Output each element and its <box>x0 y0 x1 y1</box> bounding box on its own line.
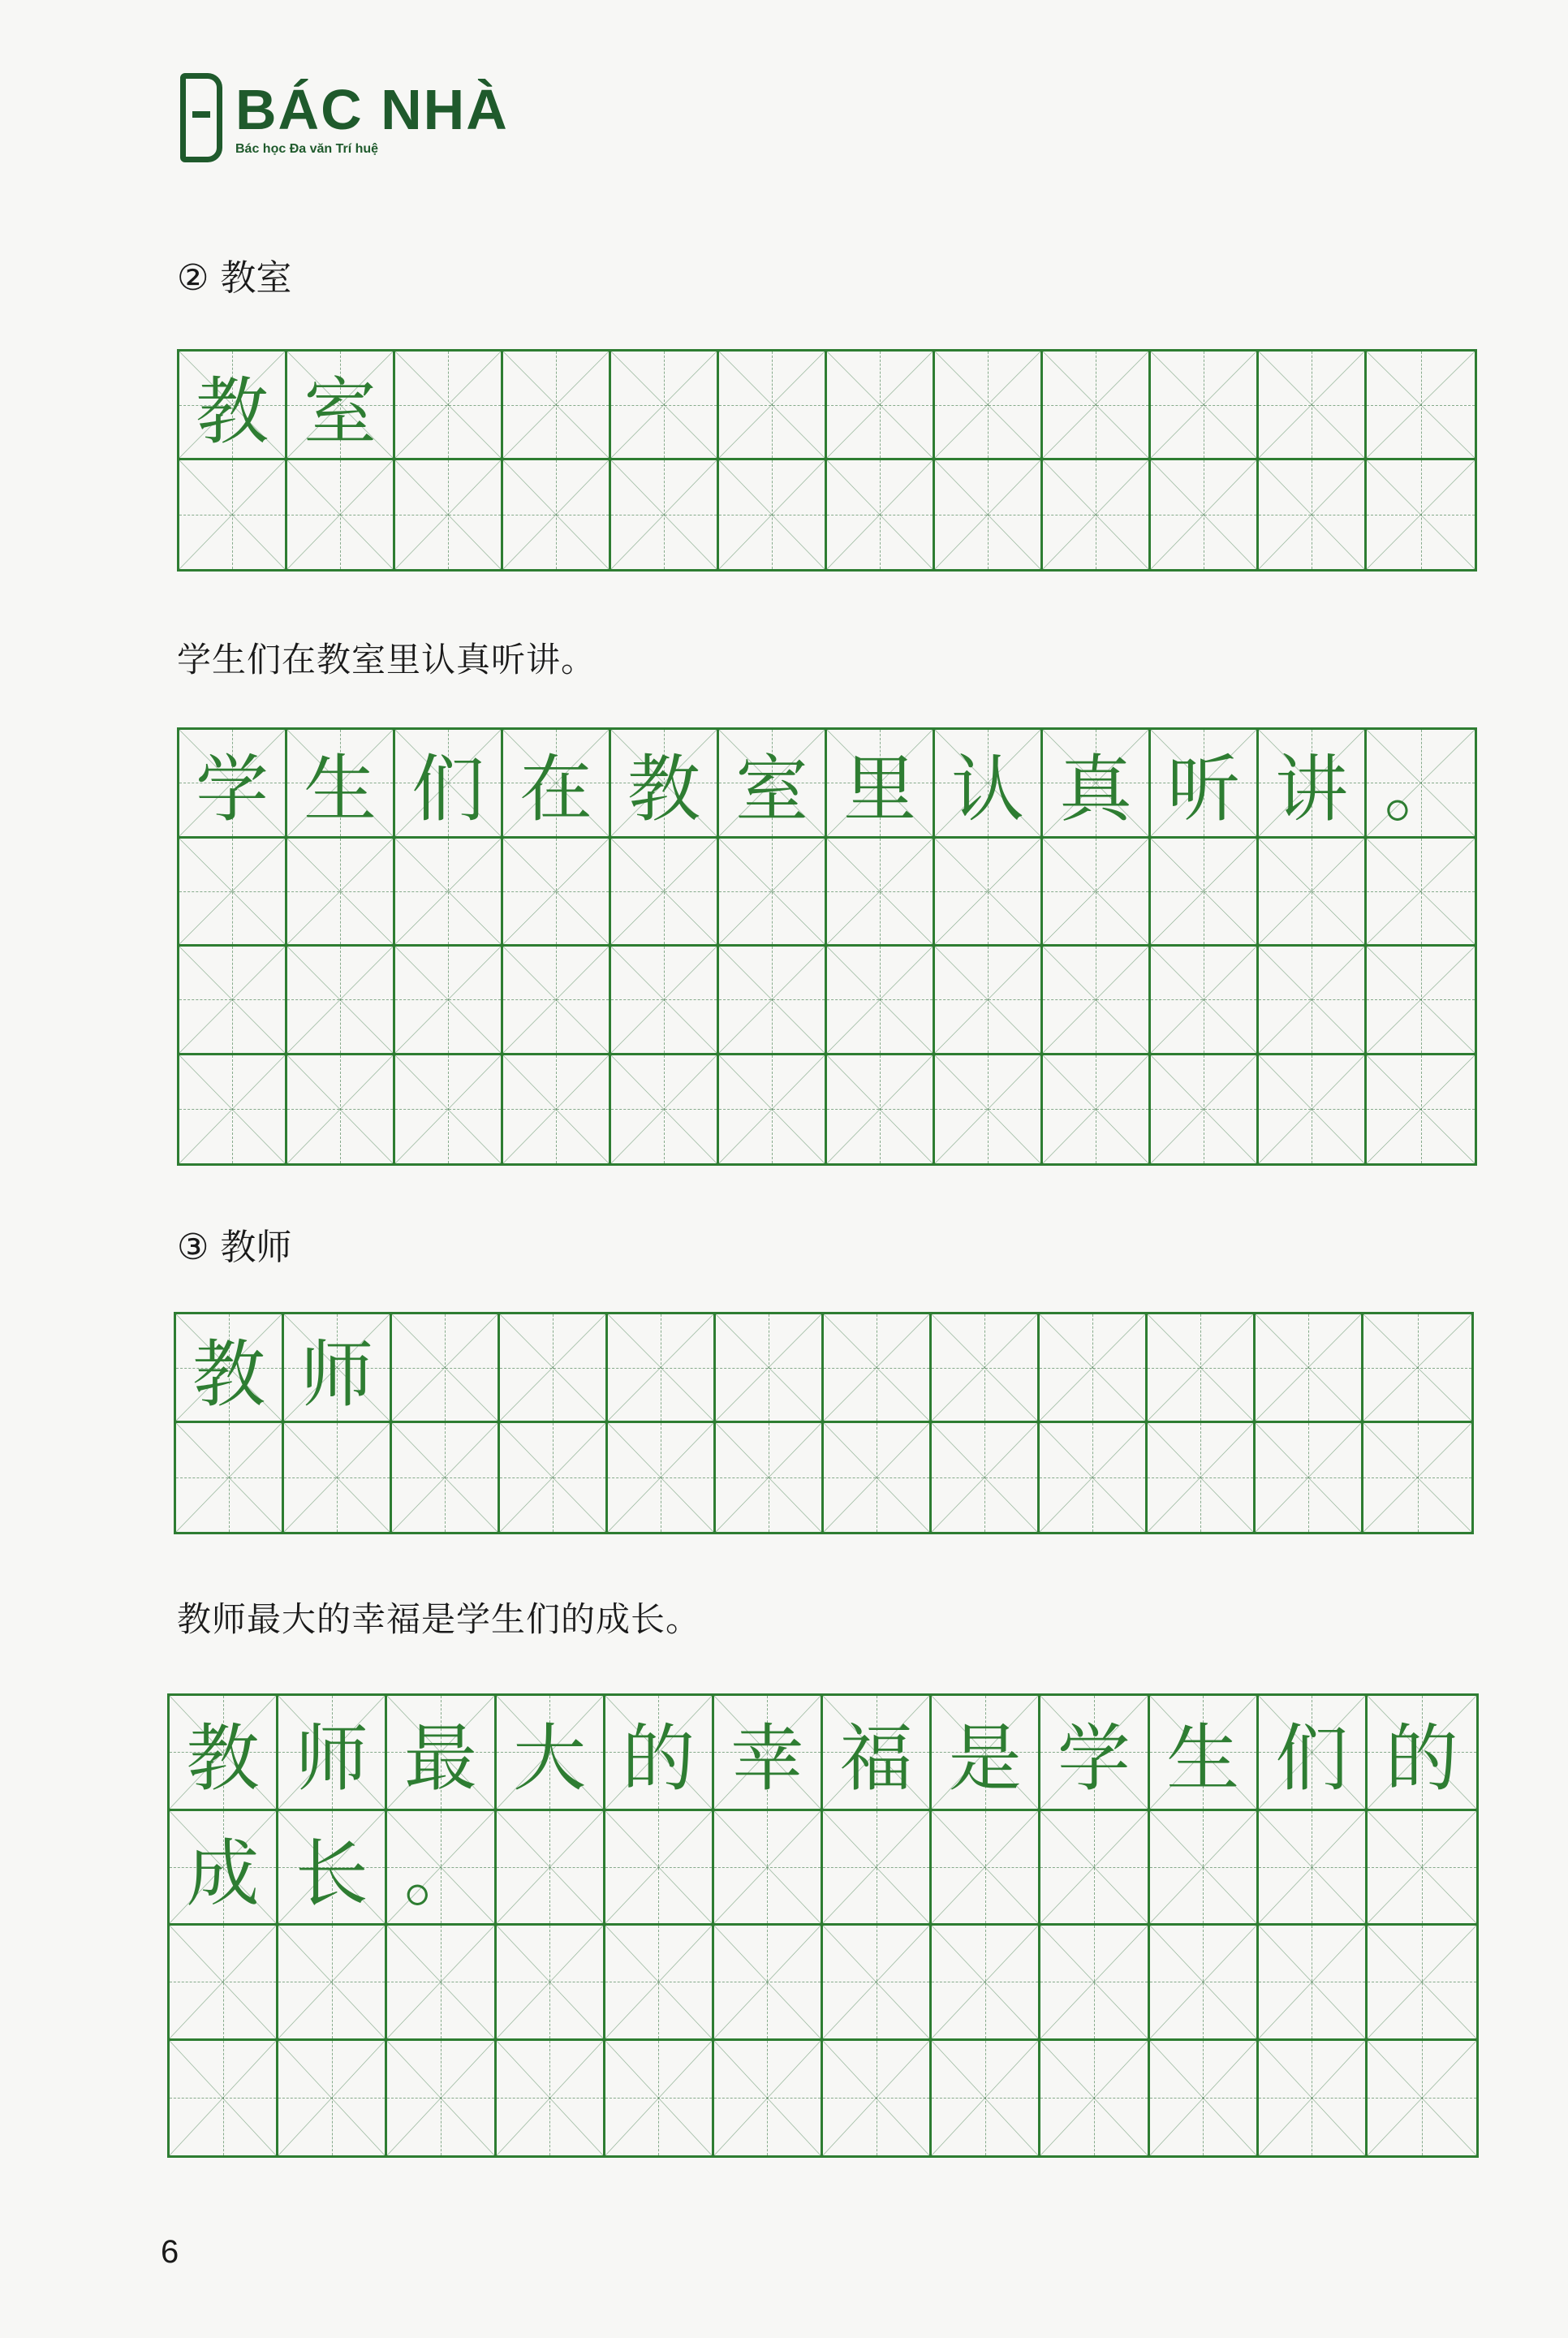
model-character: 们 <box>1275 1716 1349 1802</box>
practice-grid-classroom-sentence <box>177 727 1477 1166</box>
practice-cell <box>827 839 935 947</box>
model-character: 教 <box>192 1331 265 1417</box>
model-character: 在 <box>519 747 592 833</box>
practice-cell <box>170 1926 278 2041</box>
practice-cell <box>497 1926 605 2041</box>
practice-cell <box>1368 1926 1476 2041</box>
practice-cell <box>1043 460 1151 569</box>
model-character: 是 <box>948 1716 1022 1802</box>
model-character: 认 <box>951 747 1024 833</box>
practice-cell <box>714 2041 823 2156</box>
practice-cell <box>1151 947 1259 1055</box>
practice-cell <box>719 1055 827 1164</box>
practice-cell <box>1367 1055 1475 1164</box>
practice-cell <box>1259 1926 1368 2041</box>
practice-cell <box>503 352 611 460</box>
practice-cell <box>278 1926 387 2041</box>
model-character: 室 <box>304 369 377 455</box>
model-character: 长 <box>295 1831 368 1917</box>
model-character: 成 <box>186 1831 260 1917</box>
model-character: 福 <box>839 1716 913 1802</box>
logo-text <box>235 79 509 157</box>
practice-cell <box>503 460 611 569</box>
model-character: 学 <box>1057 1716 1131 1802</box>
practice-cell <box>608 1423 716 1532</box>
practice-cell <box>1043 1055 1151 1164</box>
practice-cell <box>1368 2041 1476 2156</box>
practice-cell <box>1367 947 1475 1055</box>
logo-name: BÁC NHÀ <box>235 78 509 141</box>
example-sentence-teacher: 教师最大的幸福是学生们的成长。 <box>177 1599 701 1639</box>
practice-cell <box>395 460 503 569</box>
model-character: 教 <box>186 1716 260 1802</box>
practice-cell <box>1148 1423 1256 1532</box>
model-character: 幸 <box>730 1716 804 1802</box>
practice-cell <box>714 1926 823 2041</box>
practice-cell <box>605 1811 714 1926</box>
model-character: 教 <box>627 747 700 833</box>
practice-cell <box>395 839 503 947</box>
practice-cell <box>387 1926 496 2041</box>
practice-cell <box>827 352 935 460</box>
practice-cell <box>176 1314 284 1423</box>
practice-cell <box>1368 1811 1476 1926</box>
practice-cell <box>170 1811 278 1926</box>
practice-cell <box>932 1811 1040 1926</box>
practice-cell <box>497 1696 605 1811</box>
practice-cell <box>1043 352 1151 460</box>
practice-cell <box>1040 1811 1149 1926</box>
practice-cell <box>284 1423 392 1532</box>
practice-cell <box>1040 2041 1149 2156</box>
practice-cell <box>1259 352 1367 460</box>
practice-cell <box>278 1696 387 1811</box>
practice-cell <box>935 460 1043 569</box>
publisher-logo <box>180 73 509 162</box>
practice-cell <box>179 460 287 569</box>
model-character: 室 <box>735 747 808 833</box>
model-character: 讲 <box>1275 747 1348 833</box>
practice-cell <box>387 1811 496 1926</box>
practice-cell <box>605 1926 714 2041</box>
model-character: 。 <box>1384 747 1458 833</box>
practice-cell <box>395 352 503 460</box>
practice-cell <box>1367 839 1475 947</box>
practice-cell <box>1043 947 1151 1055</box>
practice-cell <box>287 352 395 460</box>
practice-cell <box>1150 2041 1259 2156</box>
practice-cell <box>395 730 503 839</box>
model-character: 的 <box>622 1716 696 1802</box>
practice-cell <box>387 2041 496 2156</box>
practice-cell <box>395 1055 503 1164</box>
practice-cell <box>1040 1314 1148 1423</box>
practice-cell <box>611 460 719 569</box>
practice-cell <box>1256 1314 1363 1423</box>
practice-cell <box>823 2041 932 2156</box>
practice-cell <box>716 1314 824 1423</box>
practice-cell <box>714 1696 823 1811</box>
practice-cell <box>1363 1423 1471 1532</box>
practice-cell <box>611 1055 719 1164</box>
practice-cell <box>719 730 827 839</box>
practice-cell <box>932 1696 1040 1811</box>
practice-cell <box>611 839 719 947</box>
model-character: 生 <box>1166 1716 1240 1802</box>
practice-cell <box>287 1055 395 1164</box>
practice-cell <box>824 1314 932 1423</box>
practice-cell <box>179 352 287 460</box>
practice-cell <box>611 730 719 839</box>
practice-cell <box>1367 460 1475 569</box>
practice-cell <box>176 1423 284 1532</box>
model-character: 大 <box>513 1716 587 1802</box>
practice-cell <box>1151 730 1259 839</box>
practice-cell <box>1150 1696 1259 1811</box>
practice-cell <box>611 352 719 460</box>
practice-cell <box>179 1055 287 1164</box>
practice-cell <box>935 730 1043 839</box>
practice-cell <box>1259 2041 1368 2156</box>
practice-cell <box>605 1696 714 1811</box>
practice-cell <box>605 2041 714 2156</box>
practice-cell <box>392 1314 500 1423</box>
practice-cell <box>392 1423 500 1532</box>
practice-cell <box>824 1423 932 1532</box>
practice-cell <box>1259 839 1367 947</box>
section-heading-teacher: ③ 教师 <box>177 1227 292 1268</box>
model-character: 师 <box>300 1331 373 1417</box>
model-character: 。 <box>403 1831 477 1917</box>
practice-cell <box>827 947 935 1055</box>
practice-cell <box>935 1055 1043 1164</box>
practice-cell <box>935 839 1043 947</box>
practice-cell <box>170 1696 278 1811</box>
practice-cell <box>179 730 287 839</box>
practice-cell <box>932 1314 1040 1423</box>
model-character: 们 <box>411 747 485 833</box>
model-character: 听 <box>1167 747 1240 833</box>
practice-cell <box>1367 352 1475 460</box>
practice-cell <box>179 947 287 1055</box>
practice-cell <box>287 460 395 569</box>
practice-cell <box>1151 839 1259 947</box>
practice-cell <box>497 2041 605 2156</box>
practice-cell <box>1259 730 1367 839</box>
practice-cell <box>932 1926 1040 2041</box>
model-character: 学 <box>196 747 269 833</box>
practice-cell <box>1363 1314 1471 1423</box>
practice-cell <box>1150 1811 1259 1926</box>
practice-cell <box>1151 460 1259 569</box>
practice-cell <box>932 2041 1040 2156</box>
practice-cell <box>716 1423 824 1532</box>
practice-cell <box>1259 1696 1368 1811</box>
practice-cell <box>823 1811 932 1926</box>
practice-cell <box>500 1314 608 1423</box>
practice-cell <box>503 1055 611 1164</box>
practice-cell <box>278 1811 387 1926</box>
practice-cell <box>1040 1926 1149 2041</box>
model-character: 真 <box>1059 747 1132 833</box>
practice-cell <box>719 352 827 460</box>
practice-cell <box>387 1696 496 1811</box>
practice-cell <box>1368 1696 1476 1811</box>
practice-cell <box>827 730 935 839</box>
practice-cell <box>287 839 395 947</box>
practice-cell <box>1259 1055 1367 1164</box>
practice-cell <box>395 947 503 1055</box>
practice-cell <box>503 730 611 839</box>
practice-cell <box>1259 460 1367 569</box>
practice-cell <box>1043 839 1151 947</box>
practice-cell <box>935 352 1043 460</box>
page-number: 6 <box>161 2234 179 2270</box>
practice-cell <box>608 1314 716 1423</box>
practice-grid-teacher-sentence <box>167 1693 1479 2158</box>
practice-cell <box>287 947 395 1055</box>
practice-cell <box>500 1423 608 1532</box>
practice-cell <box>1151 352 1259 460</box>
practice-cell <box>611 947 719 1055</box>
practice-cell <box>1040 1696 1149 1811</box>
practice-cell <box>1148 1314 1256 1423</box>
practice-cell <box>287 730 395 839</box>
logo-tagline: Bác học Đa văn Trí huệ <box>235 142 379 156</box>
practice-cell <box>179 839 287 947</box>
section-heading-classroom: ② 教室 <box>177 257 292 299</box>
practice-cell <box>1040 1423 1148 1532</box>
practice-cell <box>827 460 935 569</box>
practice-grid-teacher-word <box>174 1312 1474 1534</box>
practice-cell <box>1256 1423 1363 1532</box>
model-character: 里 <box>843 747 916 833</box>
practice-cell <box>1259 947 1367 1055</box>
practice-cell <box>503 947 611 1055</box>
model-character: 教 <box>196 369 269 455</box>
model-character: 师 <box>295 1716 368 1802</box>
practice-cell <box>823 1926 932 2041</box>
practice-cell <box>1151 1055 1259 1164</box>
practice-cell <box>827 1055 935 1164</box>
practice-cell <box>1367 730 1475 839</box>
model-character: 的 <box>1385 1716 1458 1802</box>
practice-cell <box>932 1423 1040 1532</box>
practice-cell <box>1259 1811 1368 1926</box>
practice-cell <box>719 839 827 947</box>
practice-cell <box>284 1314 392 1423</box>
practice-cell <box>278 2041 387 2156</box>
practice-cell <box>935 947 1043 1055</box>
practice-cell <box>170 2041 278 2156</box>
practice-cell <box>1150 1926 1259 2041</box>
practice-cell <box>714 1811 823 1926</box>
model-character: 最 <box>403 1716 477 1802</box>
practice-cell <box>823 1696 932 1811</box>
practice-cell <box>719 460 827 569</box>
practice-cell <box>719 947 827 1055</box>
practice-cell <box>503 839 611 947</box>
practice-cell <box>497 1811 605 1926</box>
example-sentence-classroom: 学生们在教室里认真听讲。 <box>177 640 597 679</box>
practice-cell <box>1043 730 1151 839</box>
model-character: 生 <box>304 747 377 833</box>
logo-mark-icon <box>180 73 222 162</box>
practice-grid-classroom-word <box>177 349 1477 572</box>
